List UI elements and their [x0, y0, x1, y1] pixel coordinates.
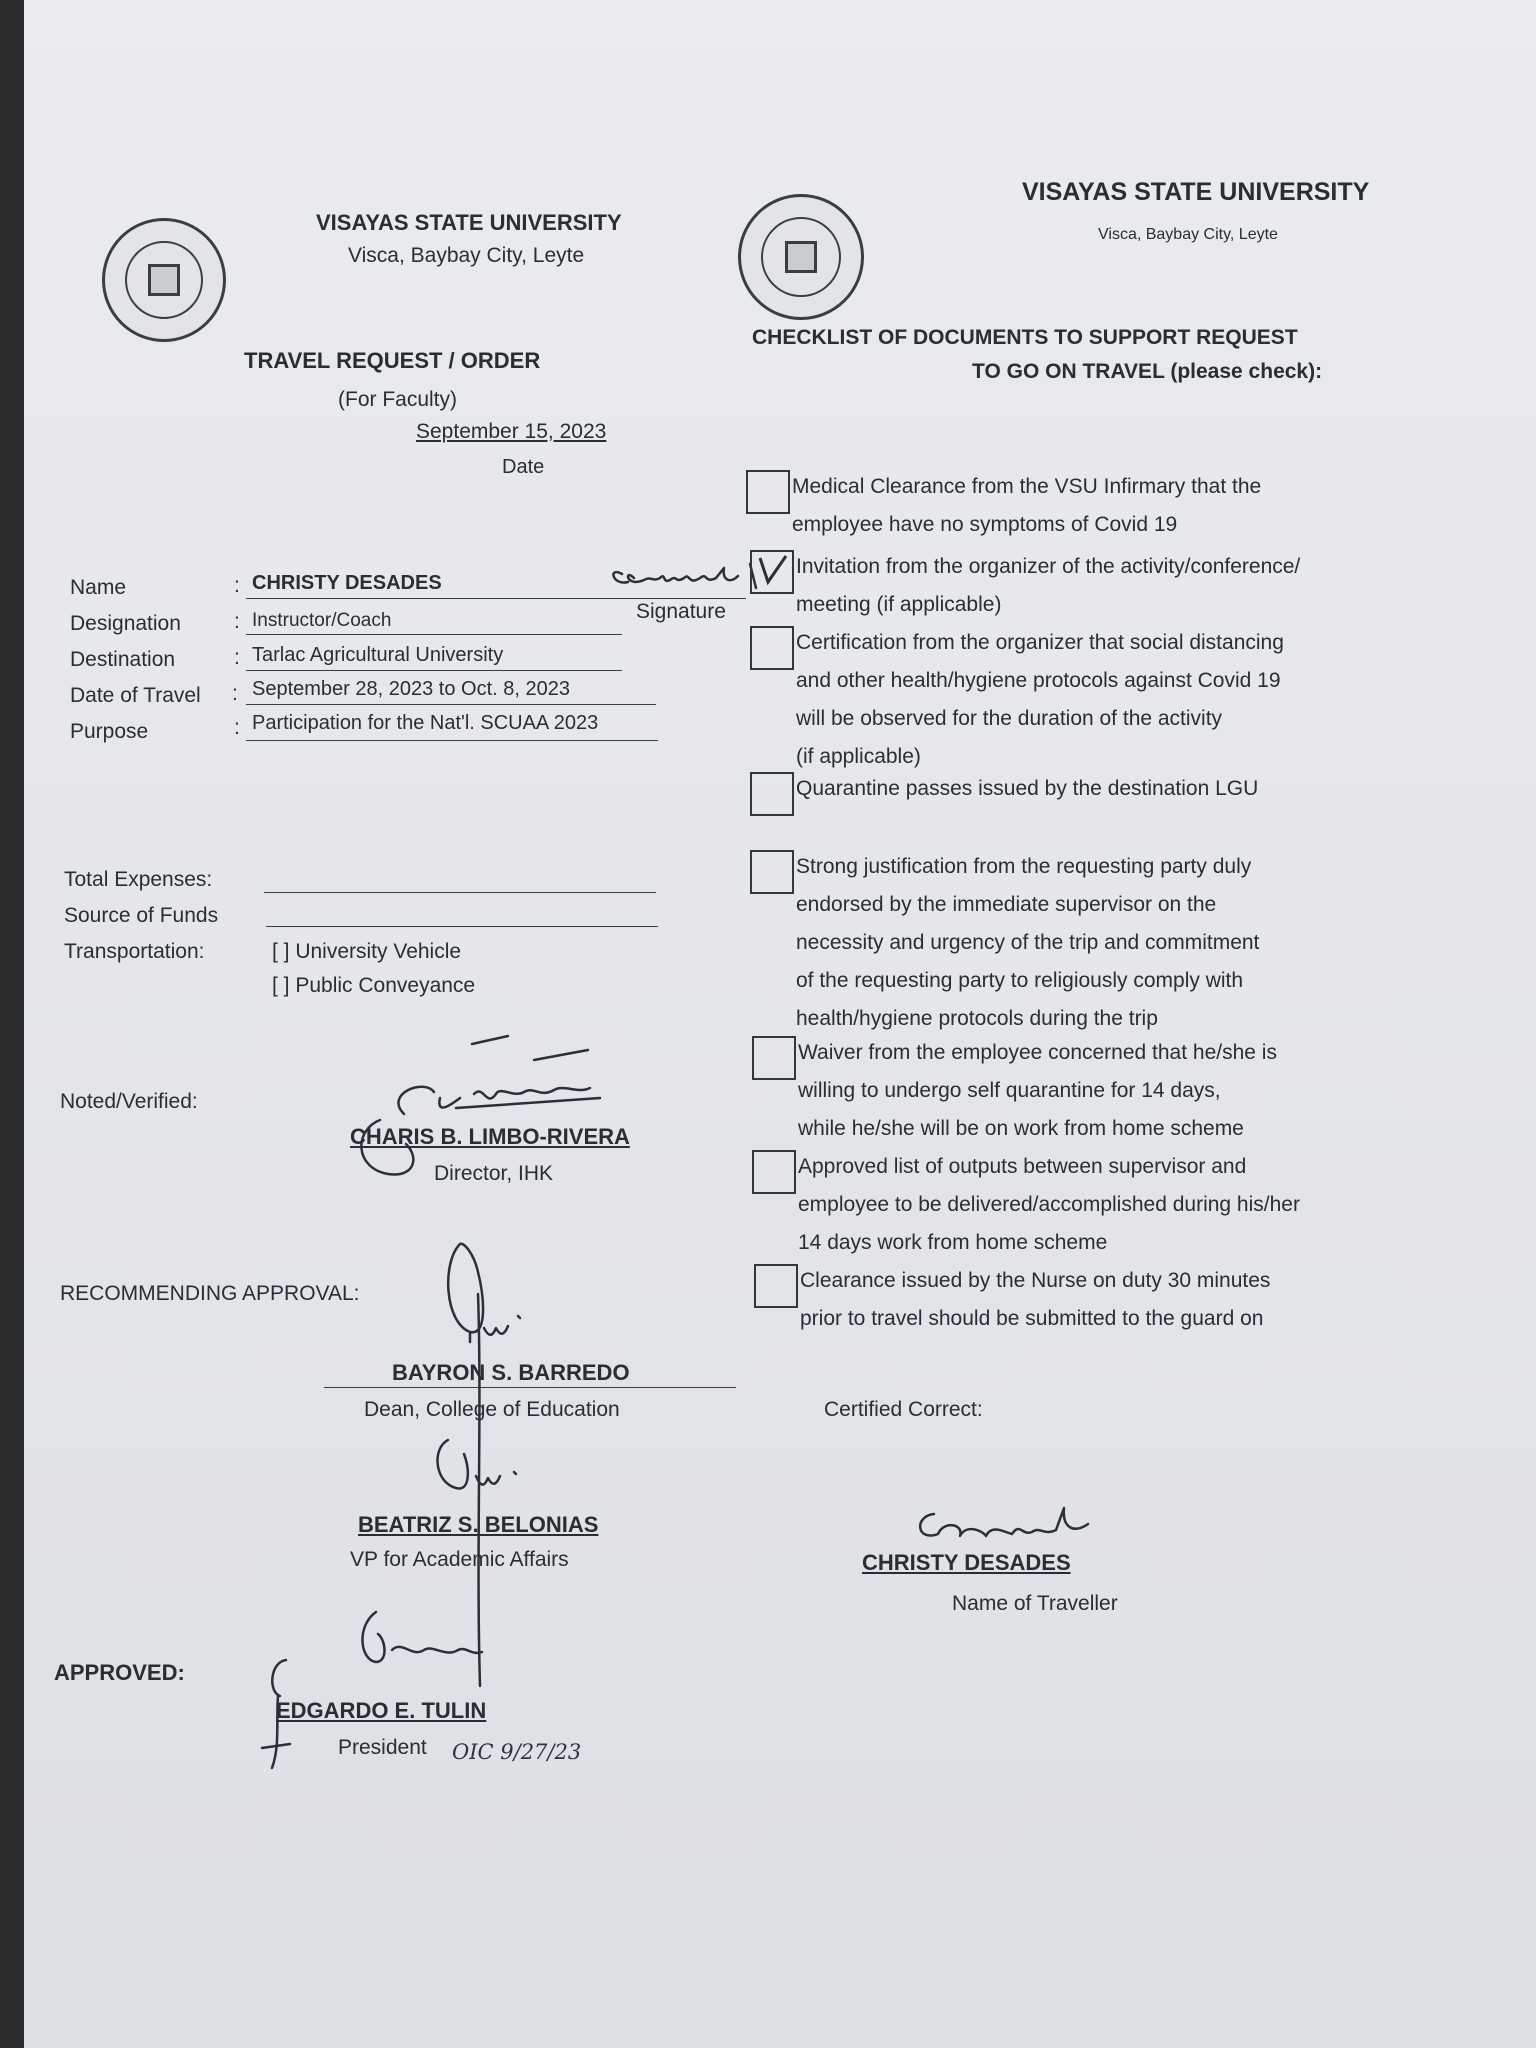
checklist-item-3-line-4: (if applicable)	[796, 745, 921, 768]
checklist-item-6-line-1: Waiver from the employee concerned that he/she is	[798, 1041, 1277, 1064]
checklist-item-7-line-2: employee to be delivered/accomplished during his/her	[798, 1193, 1300, 1216]
left-university-address: Visca, Baybay City, Leyte	[348, 244, 585, 267]
checklist-item-3-line-3: will be observed for the duration of the activity	[796, 707, 1223, 730]
colon: :	[234, 574, 240, 597]
date-of-travel-underline	[246, 704, 656, 705]
total-expenses-label: Total Expenses:	[64, 868, 213, 891]
checklist-item-5-line-3: necessity and urgency of the trip and commitment	[796, 931, 1260, 954]
barredo-line	[324, 1387, 736, 1388]
right-university-name: VISAYAS STATE UNIVERSITY	[1022, 178, 1370, 206]
checklist-item-6-line-3: while he/she will be on work from home scheme	[798, 1117, 1244, 1140]
checklist-item-2-line-2: meeting (if applicable)	[796, 593, 1002, 616]
public-conveyance-option[interactable]: [ ] Public Conveyance	[272, 974, 476, 997]
university-seal-right	[738, 194, 864, 320]
checklist-item-3-line-1: Certification from the organizer that social distancing	[796, 631, 1284, 654]
recommending-signatory-1-name: BAYRON S. BARREDO	[392, 1360, 630, 1385]
form-subtitle: (For Faculty)	[338, 388, 458, 411]
name-label: Name	[70, 576, 127, 599]
traveller-name-field: CHRISTY DESADES	[252, 572, 442, 594]
date-of-travel-label: Date of Travel	[70, 684, 201, 707]
recommending-approval-label: RECOMMENDING APPROVAL:	[60, 1282, 360, 1305]
destination-field: Tarlac Agricultural University	[252, 644, 504, 666]
checklist-checkbox-7[interactable]	[752, 1150, 796, 1194]
noted-loop-scrawl	[354, 1104, 474, 1184]
checklist-checkbox-5[interactable]	[750, 850, 794, 894]
signature-label: Signature	[636, 600, 726, 623]
checklist-item-7-line-1: Approved list of outputs between supervisor and	[798, 1155, 1247, 1178]
president-signature-scrawl	[346, 1600, 526, 1690]
form-title: TRAVEL REQUEST / ORDER	[244, 348, 541, 373]
approver-name: EDGARDO E. TULIN	[276, 1698, 487, 1723]
checklist-item-1-line-1: Medical Clearance from the VSU Infirmary that the	[792, 475, 1262, 498]
colon: :	[232, 682, 238, 705]
checklist-title-line2: TO GO ON TRAVEL (please check):	[972, 360, 1323, 383]
approver-title: President	[338, 1736, 427, 1759]
approval-handwritten-date: OIC 9/27/23	[452, 1740, 582, 1764]
destination-underline	[246, 670, 622, 671]
traveller-name-caption: Name of Traveller	[952, 1592, 1118, 1615]
traveller-signature-bottom-scrawl	[904, 1494, 1104, 1554]
university-seal-left	[102, 218, 226, 342]
checklist-item-1-line-2: employee have no symptoms of Covid 19	[792, 513, 1178, 536]
traveller-name-certified: CHRISTY DESADES	[862, 1550, 1071, 1575]
recommending-signatory-2-title: VP for Academic Affairs	[350, 1548, 569, 1571]
date-of-travel-field: September 28, 2023 to Oct. 8, 2023	[252, 678, 570, 700]
checklist-item-2-line-1: Invitation from the organizer of the activity/conference/	[796, 555, 1301, 578]
checklist-item-8-line-1: Clearance issued by the Nurse on duty 30 minutes	[800, 1269, 1271, 1292]
colon: :	[234, 610, 240, 633]
checklist-checkbox-6[interactable]	[752, 1036, 796, 1080]
designation-underline	[246, 634, 622, 635]
checklist-item-7-line-3: 14 days work from home scheme	[798, 1231, 1108, 1254]
noted-signatory-name: CHARIS B. LIMBO-RIVERA	[350, 1124, 630, 1149]
purpose-label: Purpose	[70, 720, 149, 743]
recommending-signatory-2-name: BEATRIZ S. BELONIAS	[358, 1512, 599, 1537]
right-university-address: Visca, Baybay City, Leyte	[1098, 226, 1278, 243]
checklist-item-6-line-2: willing to undergo self quarantine for 14 days,	[798, 1079, 1221, 1102]
checklist-checkbox-2[interactable]	[750, 550, 794, 594]
checklist-item-8-line-2: prior to travel should be submitted to the guard on	[800, 1307, 1264, 1330]
source-of-funds-line	[266, 926, 658, 927]
designation-label: Designation	[70, 612, 181, 635]
request-date: September 15, 2023	[416, 420, 607, 443]
checklist-checkbox-4[interactable]	[750, 772, 794, 816]
recommending-signatory-1-title: Dean, College of Education	[364, 1398, 620, 1421]
colon: :	[234, 716, 240, 739]
left-university-name: VISAYAS STATE UNIVERSITY	[316, 210, 622, 235]
checklist-checkbox-3[interactable]	[750, 626, 794, 670]
checklist-item-5-line-2: endorsed by the immediate supervisor on the	[796, 893, 1217, 916]
destination-label: Destination	[70, 648, 176, 671]
traveller-signature-scrawl	[604, 548, 774, 596]
checklist-item-5-line-1: Strong justification from the requesting party duly	[796, 855, 1252, 878]
checklist-checkbox-1[interactable]	[746, 470, 790, 514]
source-of-funds-label: Source of Funds	[64, 904, 219, 927]
certified-correct-label: Certified Correct:	[824, 1398, 983, 1421]
purpose-underline	[246, 740, 658, 741]
checklist-item-5-line-5: health/hygiene protocols during the trip	[796, 1007, 1158, 1030]
colon: :	[234, 646, 240, 669]
designation-field: Instructor/Coach	[252, 610, 392, 631]
document-page	[24, 0, 1536, 2048]
check-mark-icon	[752, 552, 792, 592]
name-underline	[246, 598, 746, 599]
checklist-item-3-line-2: and other health/hygiene protocols against Covid 19	[796, 669, 1281, 692]
noted-verified-label: Noted/Verified:	[60, 1090, 198, 1113]
noted-signatory-title: Director, IHK	[434, 1162, 554, 1185]
date-label: Date	[502, 456, 545, 478]
transportation-label: Transportation:	[64, 940, 205, 963]
checklist-checkbox-8[interactable]	[754, 1264, 798, 1308]
total-expenses-line	[264, 892, 656, 893]
purpose-field: Participation for the Nat'l. SCUAA 2023	[252, 712, 599, 734]
approved-label: APPROVED:	[54, 1660, 185, 1685]
checklist-item-5-line-4: of the requesting party to religiously comply with	[796, 969, 1244, 992]
university-vehicle-option[interactable]: [ ] University Vehicle	[272, 940, 462, 963]
checklist-item-4-line-1: Quarantine passes issued by the destination LGU	[796, 777, 1259, 800]
checklist-title-line1: CHECKLIST OF DOCUMENTS TO SUPPORT REQUEST	[752, 326, 1298, 349]
